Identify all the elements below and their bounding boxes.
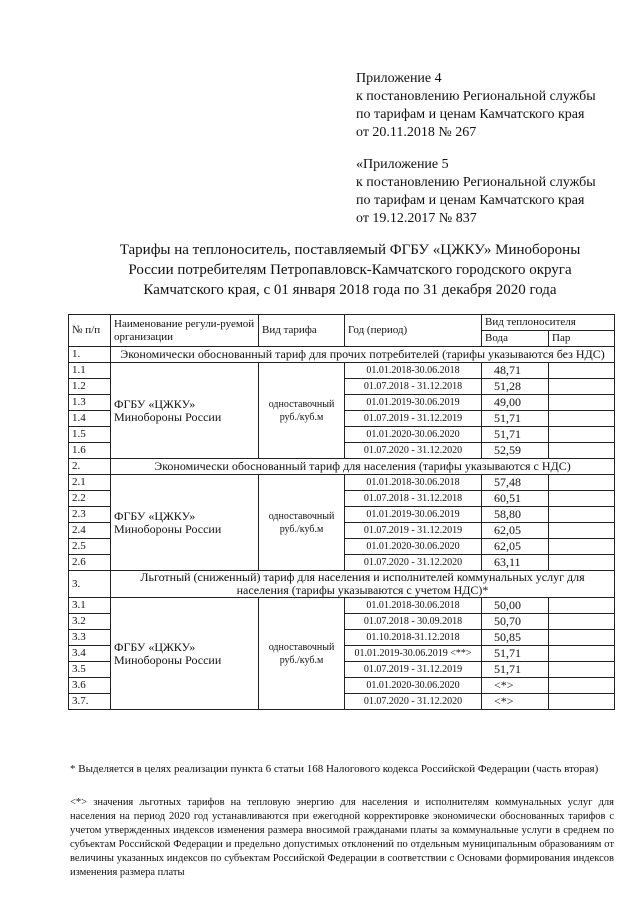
header-line: по тарифам и ценам Камчатского края [356,107,585,122]
org-name: ФГБУ «ЦЖКУ» Минобороны России [111,598,259,710]
row-period: 01.07.2019 - 31.12.2019 [345,523,482,539]
row-num: 1.2 [69,379,111,395]
row-num: 1.5 [69,427,111,443]
col-header-num: № п/п [69,315,111,347]
row-steam-value [549,523,615,539]
row-steam-value [549,491,615,507]
row-water-value: 52,59 [482,443,549,459]
row-num: 3.6 [69,678,111,694]
row-period: 01.01.2020-30.06.2020 [345,427,482,443]
row-num: 3.2 [69,614,111,630]
row-num: 2.1 [69,475,111,491]
row-steam-value [549,678,615,694]
row-num: 3.4 [69,646,111,662]
row-period: 01.01.2019-30.06.2019 [345,395,482,411]
col-header-steam: Пар [549,331,615,347]
row-period: 01.01.2019-30.06.2019 <**> [345,646,482,662]
section-row [69,347,615,363]
footnote-vat: * Выделяется в целях реализации пункта 6 статьи 168 Налогового кодекса Российской Федерации (часть вторая) [70,763,599,775]
row-steam-value [549,694,615,710]
row-period: 01.01.2018-30.06.2018 [345,598,482,614]
section-row [69,459,615,475]
footnote-concession: <*> значения льготных тарифов на тепловую энергию для населения и исполнителям коммунальных услуг для населения на период 2020 год устанавливаются при ежегодной корректировке экономически обоснованных тарифов с учетом утвержденных индексов изменения размера вносимой гражданами платы за коммунальные услуги в среднем по субъектам Российской Федерации и предельно допустимых отклонений по отдельным муниципальным образованиям от величины указанных индексов по субъектам Российской Федерации в соответствии с Основами формирования индексов изменения размера платы [70,797,614,878]
col-header-type: Вид тарифа [259,315,345,347]
row-num: 3.5 [69,662,111,678]
col-header-period: Год (период) [345,315,482,347]
section-title: Экономически обоснованный тариф для населения (тарифы указываются с НДС) [111,459,615,475]
row-period: 01.01.2020-30.06.2020 [345,539,482,555]
row-steam-value [549,555,615,571]
section-num: 1. [69,347,111,363]
title-line: Камчатского края, с 01 января 2018 года по 31 декабря 2020 года [143,282,557,298]
row-steam-value [549,646,615,662]
row-water-value: 51,28 [482,379,549,395]
row-period: 01.07.2019 - 31.12.2019 [345,662,482,678]
row-period: 01.07.2019 - 31.12.2019 [345,411,482,427]
table-row [69,363,615,379]
table-row [69,475,615,491]
row-period: 01.01.2018-30.06.2018 [345,475,482,491]
row-steam-value [549,379,615,395]
row-num: 3.1 [69,598,111,614]
section-row [69,571,615,598]
tariff-type: одноставочный руб./куб.м [259,598,345,710]
row-num: 2.3 [69,507,111,523]
row-water-value: <*> [482,678,549,694]
row-period: 01.07.2020 - 31.12.2020 [345,694,482,710]
tariff-table [68,314,615,710]
row-period: 01.10.2018-31.12.2018 [345,630,482,646]
row-water-value: 60,51 [482,491,549,507]
row-period: 01.01.2019-30.06.2019 [345,507,482,523]
col-header-org: Наименование регули-руемой организации [111,315,259,347]
row-num: 1.1 [69,363,111,379]
tariff-type: одноставочный руб./куб.м [259,363,345,459]
row-water-value: 51,71 [482,427,549,443]
row-steam-value [549,539,615,555]
row-steam-value [549,614,615,630]
row-water-value: 51,71 [482,411,549,427]
appendix-header-5 [356,156,596,228]
row-num: 1.3 [69,395,111,411]
org-name: ФГБУ «ЦЖКУ» Минобороны России [111,363,259,459]
row-water-value: <*> [482,694,549,710]
header-line: «Приложение 5 [356,157,449,172]
row-period: 01.07.2020 - 31.12.2020 [345,443,482,459]
row-water-value: 50,00 [482,598,549,614]
row-water-value: 50,70 [482,614,549,630]
row-water-value: 51,71 [482,662,549,678]
row-num: 1.4 [69,411,111,427]
row-num: 2.4 [69,523,111,539]
row-steam-value [549,411,615,427]
header-line: по тарифам и ценам Камчатского края [356,193,585,208]
row-water-value: 58,80 [482,507,549,523]
row-water-value: 48,71 [482,363,549,379]
row-steam-value [549,443,615,459]
row-period: 01.07.2018 - 31.12.2018 [345,491,482,507]
row-water-value: 62,05 [482,539,549,555]
row-steam-value [549,662,615,678]
header-line: от 19.12.2017 № 837 [356,211,477,226]
document-title [60,240,640,300]
header-line: Приложение 4 [356,71,442,86]
row-steam-value [549,507,615,523]
row-water-value: 49,00 [482,395,549,411]
row-num: 3.3 [69,630,111,646]
section-num: 3. [69,571,111,598]
org-name: ФГБУ «ЦЖКУ» Минобороны России [111,475,259,571]
title-line: России потребителям Петропавловск-Камчатского городского округа [128,262,572,278]
section-title: Экономически обоснованный тариф для прочих потребителей (тарифы указываются без НДС) [111,347,615,363]
row-water-value: 62,05 [482,523,549,539]
row-num: 2.2 [69,491,111,507]
header-line: от 20.11.2018 № 267 [356,125,477,140]
section-num: 2. [69,459,111,475]
tariff-type: одноставочный руб./куб.м [259,475,345,571]
row-water-value: 51,71 [482,646,549,662]
row-steam-value [549,475,615,491]
table-body [69,347,615,710]
row-steam-value [549,427,615,443]
col-header-carrier: Вид теплоносителя [482,315,615,331]
appendix-header-4 [356,70,596,142]
row-num: 3.7. [69,694,111,710]
row-water-value: 50,85 [482,630,549,646]
row-num: 2.6 [69,555,111,571]
row-water-value: 57,48 [482,475,549,491]
row-period: 01.01.2018-30.06.2018 [345,363,482,379]
row-steam-value [549,363,615,379]
row-water-value: 63,11 [482,555,549,571]
row-period: 01.07.2020 - 31.12.2020 [345,555,482,571]
section-title: Льготный (сниженный) тариф для населения и исполнителей коммунальных услуг для населения (тарифы указываются с учетом НДС)* [111,571,615,598]
row-steam-value [549,630,615,646]
row-num: 2.5 [69,539,111,555]
row-period: 01.01.2020-30.06.2020 [345,678,482,694]
header-line: к постановлению Региональной службы [356,175,596,190]
title-line: Тарифы на теплоноситель, поставляемый ФГБУ «ЦЖКУ» Минобороны [119,242,581,258]
table-row [69,598,615,614]
row-period: 01.07.2018 - 30.09.2018 [345,614,482,630]
row-period: 01.07.2018 - 31.12.2018 [345,379,482,395]
row-steam-value [549,395,615,411]
row-num: 1.6 [69,443,111,459]
header-line: к постановлению Региональной службы [356,89,596,104]
row-steam-value [549,598,615,614]
col-header-water: Вода [482,331,549,347]
